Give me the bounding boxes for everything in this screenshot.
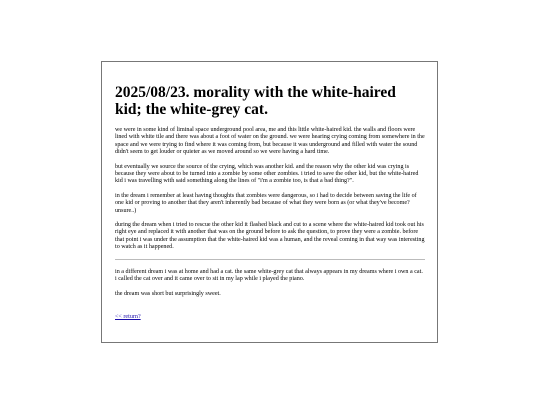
post-container — [101, 61, 438, 343]
paragraph: during the dream when i tried to rescue the other kid it flashed black and cut to a scene where the white-haired kid took out his right eye and replaced it with another that was on the ground before to ask the question, to prove they were a zombie. before that point i was under the assumption that the white-haired kid was a human, and the reveal coming in that way was interesting to watch as it happened. — [115, 222, 425, 251]
paragraph: the dream was short but surprisingly sweet. — [115, 290, 221, 297]
post-body — [115, 127, 425, 323]
paragraph: in the dream i remember at least having thoughts that zombies were dangerous, so i had to decide between saving the life of one kid or proving to another that they aren't inherently bad because of what they were born as (or what they've become? unsure..) — [115, 192, 417, 214]
paragraph: we were in some kind of liminal space underground pool area, me and this little white-haired kid. the walls and floors were lined with white tile and there was about a foot of water on the ground. we were hearing crying coming from somewhere in the space and we were trying to find where it was coming from, but because it was underground and filled with water the sound didn't seem to get louder or quieter as we moved around so we were having a hard time. — [115, 127, 425, 156]
paragraph: but eventually we source the source of the crying, which was another kid. and the reason why the other kid was crying is because they were about to be turned into a zombie by some other zombies. i tried to save the other kid, but the white-haired kid i was travelling with said something along the lines of "i'm a zombie too, is that a bad thing?". — [115, 163, 419, 185]
post-title: 2025/08/23. morality with the white-haired kid; the white-grey cat. — [115, 84, 396, 118]
return-link[interactable]: << return? — [115, 313, 141, 320]
section-divider — [115, 259, 425, 260]
paragraph: in a different dream i was at home and had a cat. the same white-grey cat that always appears in my dreams where i own a cat. i called the cat over and it came over to sit in my lap while i played the piano. — [115, 268, 423, 283]
